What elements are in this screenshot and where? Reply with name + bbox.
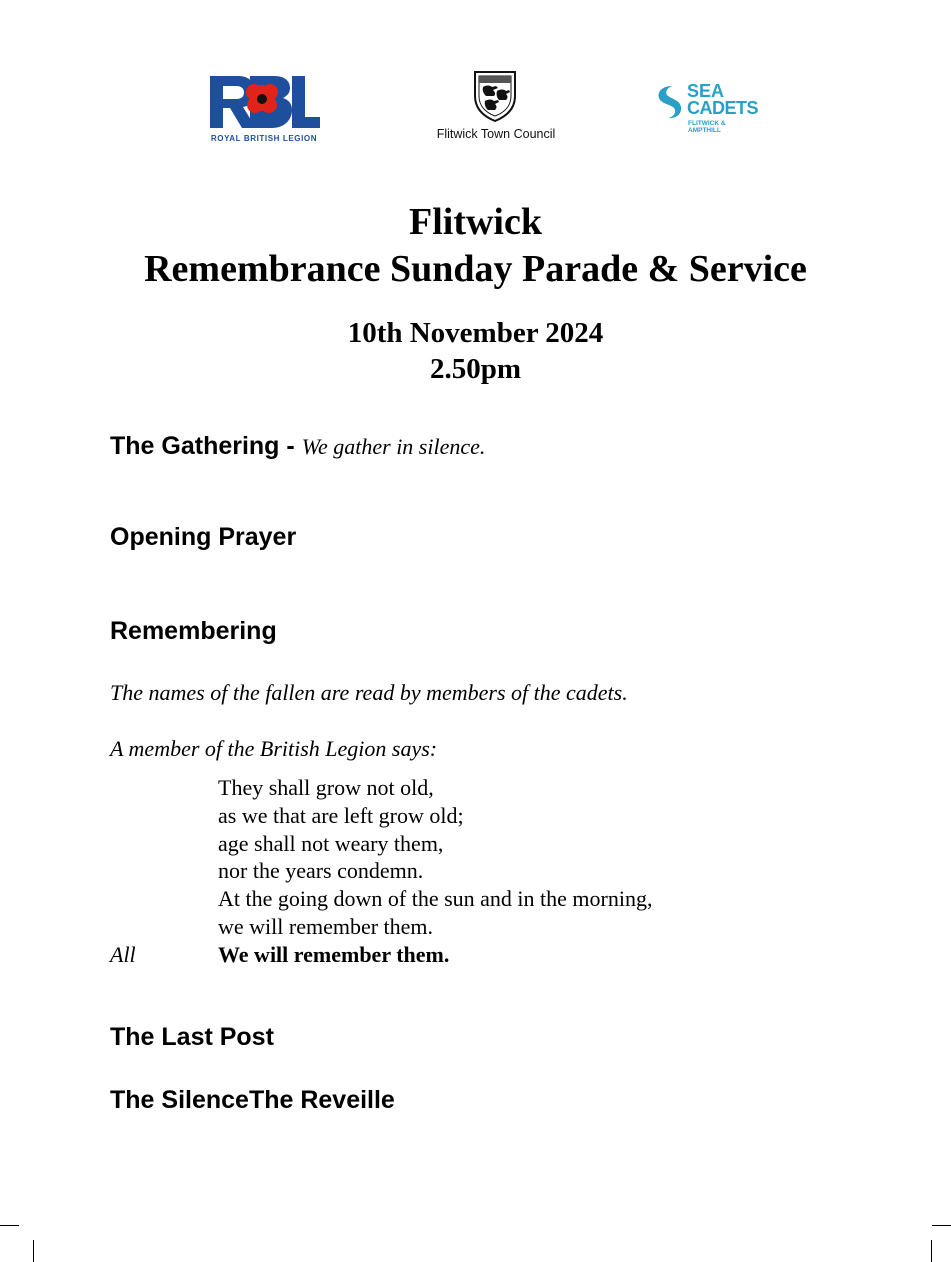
section-last-post-title: The Last Post bbox=[110, 1023, 274, 1051]
page-title-event: Remembrance Sunday Parade & Service bbox=[144, 248, 807, 290]
sea-cadets-line2: CADETS bbox=[687, 98, 759, 118]
rbl-logo-subtitle: ROYAL BRITISH LEGION bbox=[210, 134, 318, 143]
section-silence-reveille-title: The SilenceThe Reveille bbox=[110, 1086, 395, 1114]
poem-line: nor the years condemn. bbox=[218, 858, 424, 884]
crop-mark bbox=[931, 1240, 932, 1262]
sea-cadets-wave-icon bbox=[654, 84, 684, 120]
sea-cadets-logo bbox=[654, 82, 770, 140]
crop-mark bbox=[33, 1240, 34, 1262]
response-text: We will remember them. bbox=[218, 942, 450, 967]
poem-line: age shall not weary them, bbox=[218, 830, 444, 856]
crop-mark bbox=[932, 1225, 951, 1226]
sea-cadets-line1: SEA bbox=[687, 81, 725, 101]
poppy-icon bbox=[246, 84, 278, 113]
sea-cadets-unit-location bbox=[688, 120, 726, 134]
flitwick-town-council-logo bbox=[426, 70, 566, 144]
town-crest-icon bbox=[472, 70, 518, 122]
town-council-name: Flitwick Town Council bbox=[436, 127, 556, 141]
section-remembering-title: Remembering bbox=[110, 617, 277, 645]
event-date: 10th November 2024 bbox=[347, 317, 604, 349]
page-title-town: Flitwick bbox=[409, 201, 542, 243]
remembering-instruction: The names of the fallen are read by members of the cadets. bbox=[110, 680, 628, 705]
sea-cadets-place-line2: AMPTHILL bbox=[688, 127, 721, 134]
exhortation-poem bbox=[218, 774, 652, 941]
section-gathering-title: The Gathering - bbox=[110, 432, 295, 460]
poem-line: we will remember them. bbox=[218, 913, 434, 939]
response-label: All bbox=[110, 942, 136, 967]
remembering-speaker: A member of the British Legion says: bbox=[110, 736, 438, 761]
section-gathering-note: We gather in silence. bbox=[301, 434, 486, 459]
sea-cadets-place-line1: FLITWICK & bbox=[688, 120, 726, 127]
poem-line: They shall grow not old, bbox=[218, 775, 434, 800]
poem-line: At the going down of the sun and in the morning, bbox=[218, 886, 653, 912]
crop-mark bbox=[0, 1225, 19, 1226]
event-time: 2.50pm bbox=[429, 353, 522, 385]
poem-line: as we that are left grow old; bbox=[218, 802, 464, 828]
section-gathering bbox=[110, 431, 485, 462]
section-opening-prayer-title: Opening Prayer bbox=[110, 523, 297, 551]
royal-british-legion-logo bbox=[208, 72, 320, 146]
rbl-letters-graphic bbox=[208, 72, 320, 130]
